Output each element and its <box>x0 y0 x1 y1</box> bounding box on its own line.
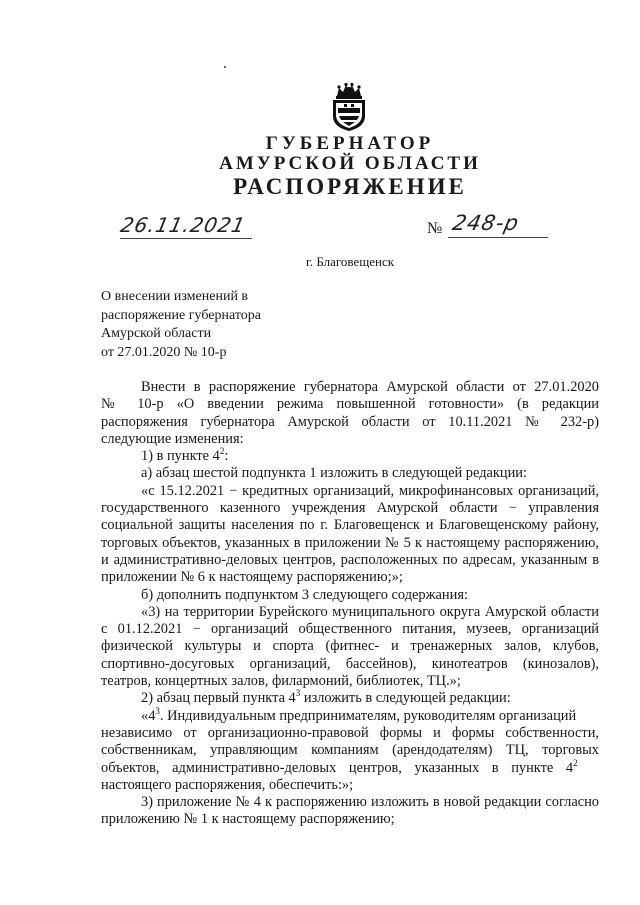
body-line: «с 15.12.2021 − кредитных организаций, микрофинансовых организаций, <box>141 482 599 499</box>
header-governor: ГУБЕРНАТОР <box>265 133 435 154</box>
item-text: . Индивидуальным предпринимателям, руководителям организаций <box>159 707 577 724</box>
document-body <box>101 379 599 829</box>
coat-of-arms-icon <box>329 82 369 132</box>
item-text: 2) абзац первый пункта 4 <box>141 690 296 707</box>
handwritten-date: 26.11.2021 <box>118 213 249 237</box>
subject-line: Амурской области <box>101 326 212 341</box>
body-line: «3) на территории Бурейского муниципального округа Амурской области <box>141 603 599 620</box>
city-name: г. Благовещенск <box>305 254 395 269</box>
body-line: спортивно-досуговых организаций, бассейнов), кинотеатров (кинозалов), <box>101 655 599 672</box>
item-text: 1) в пункте 4 <box>141 448 220 465</box>
body-line: физической культуры и спорта (фитнес- и тренажерных залов, клубов, <box>101 638 599 655</box>
item-text: объектов, административно-деловых центров, указанных в пункте 4 <box>101 759 574 776</box>
body-line: приложению № 1 к настоящему распоряжению; <box>101 811 395 828</box>
header-doc-type: РАСПОРЯЖЕНИЕ <box>233 174 467 199</box>
body-line: Внести в распоряжение губернатора Амурской области от 27.01.2020 <box>141 379 599 395</box>
item-text: изложить в следующей редакции: <box>300 690 511 707</box>
superscript: 2 <box>573 757 578 768</box>
body-line: 3) приложение № 4 к распоряжению изложить в новой редакции согласно <box>141 794 599 811</box>
body-line: б) дополнить подпунктом 3 следующего содержания: <box>141 586 468 603</box>
body-line: а) абзац шестой подпункта 1 изложить в следующей редакции: <box>141 465 527 482</box>
header-region: АМУРСКОЙ ОБЛАСТИ <box>219 153 481 174</box>
body-line: торговых объектов, указанных в приложении № 5 к настоящему распоряжению, <box>101 534 599 551</box>
body-line: независимо от организационно-правовой формы и формы собственности, <box>101 724 599 741</box>
superscript: 2 <box>219 446 225 457</box>
handwritten-number: 248-р <box>450 211 522 235</box>
body-line: с 01.12.2021 − организаций общественного питания, музеев, организаций <box>101 621 599 638</box>
body-line: приложении № 6 к настоящему распоряжению;»; <box>101 569 403 586</box>
subject-line: О внесении изменений в <box>101 289 249 304</box>
subject-line: распоряжение губернатора <box>101 307 261 323</box>
subject-line: от 27.01.2020 № 10-р <box>101 344 227 360</box>
body-line: и административно-деловых центров, расположенных по адресам, указанным в <box>101 551 599 568</box>
item-text: : <box>224 448 229 465</box>
scan-dot <box>224 66 226 68</box>
body-line <box>101 448 599 465</box>
body-line: следующие изменения: <box>101 430 244 447</box>
item-text: «4 <box>141 707 156 724</box>
body-line <box>101 757 599 777</box>
superscript: 3 <box>155 705 160 716</box>
date-underline <box>120 238 252 239</box>
body-line: настоящего распоряжения, обеспечить:»; <box>101 776 354 793</box>
body-line <box>101 705 599 725</box>
number-label: № <box>427 220 443 237</box>
body-line <box>101 690 599 707</box>
body-line: театров, концертных залов, филармоний, библиотек, ТЦ.»; <box>101 673 461 690</box>
body-line: собственникам, управляющим компаниям (арендодателям) ТЦ, торговых <box>101 742 599 759</box>
document-subject <box>101 288 261 362</box>
body-line: № 10-р «О введении режима повышенной готовности» (в редакции <box>101 396 599 413</box>
number-underline <box>448 237 548 238</box>
body-line: распоряжения губернатора Амурской области от 10.11.2021 № 232-р) <box>101 413 599 430</box>
body-line: государственного казенного учреждения Амурской области − управления <box>101 500 599 517</box>
body-line: социальной защиты населения по г. Благовещенск и Благовещенскому району, <box>101 517 599 534</box>
superscript: 3 <box>295 688 301 699</box>
